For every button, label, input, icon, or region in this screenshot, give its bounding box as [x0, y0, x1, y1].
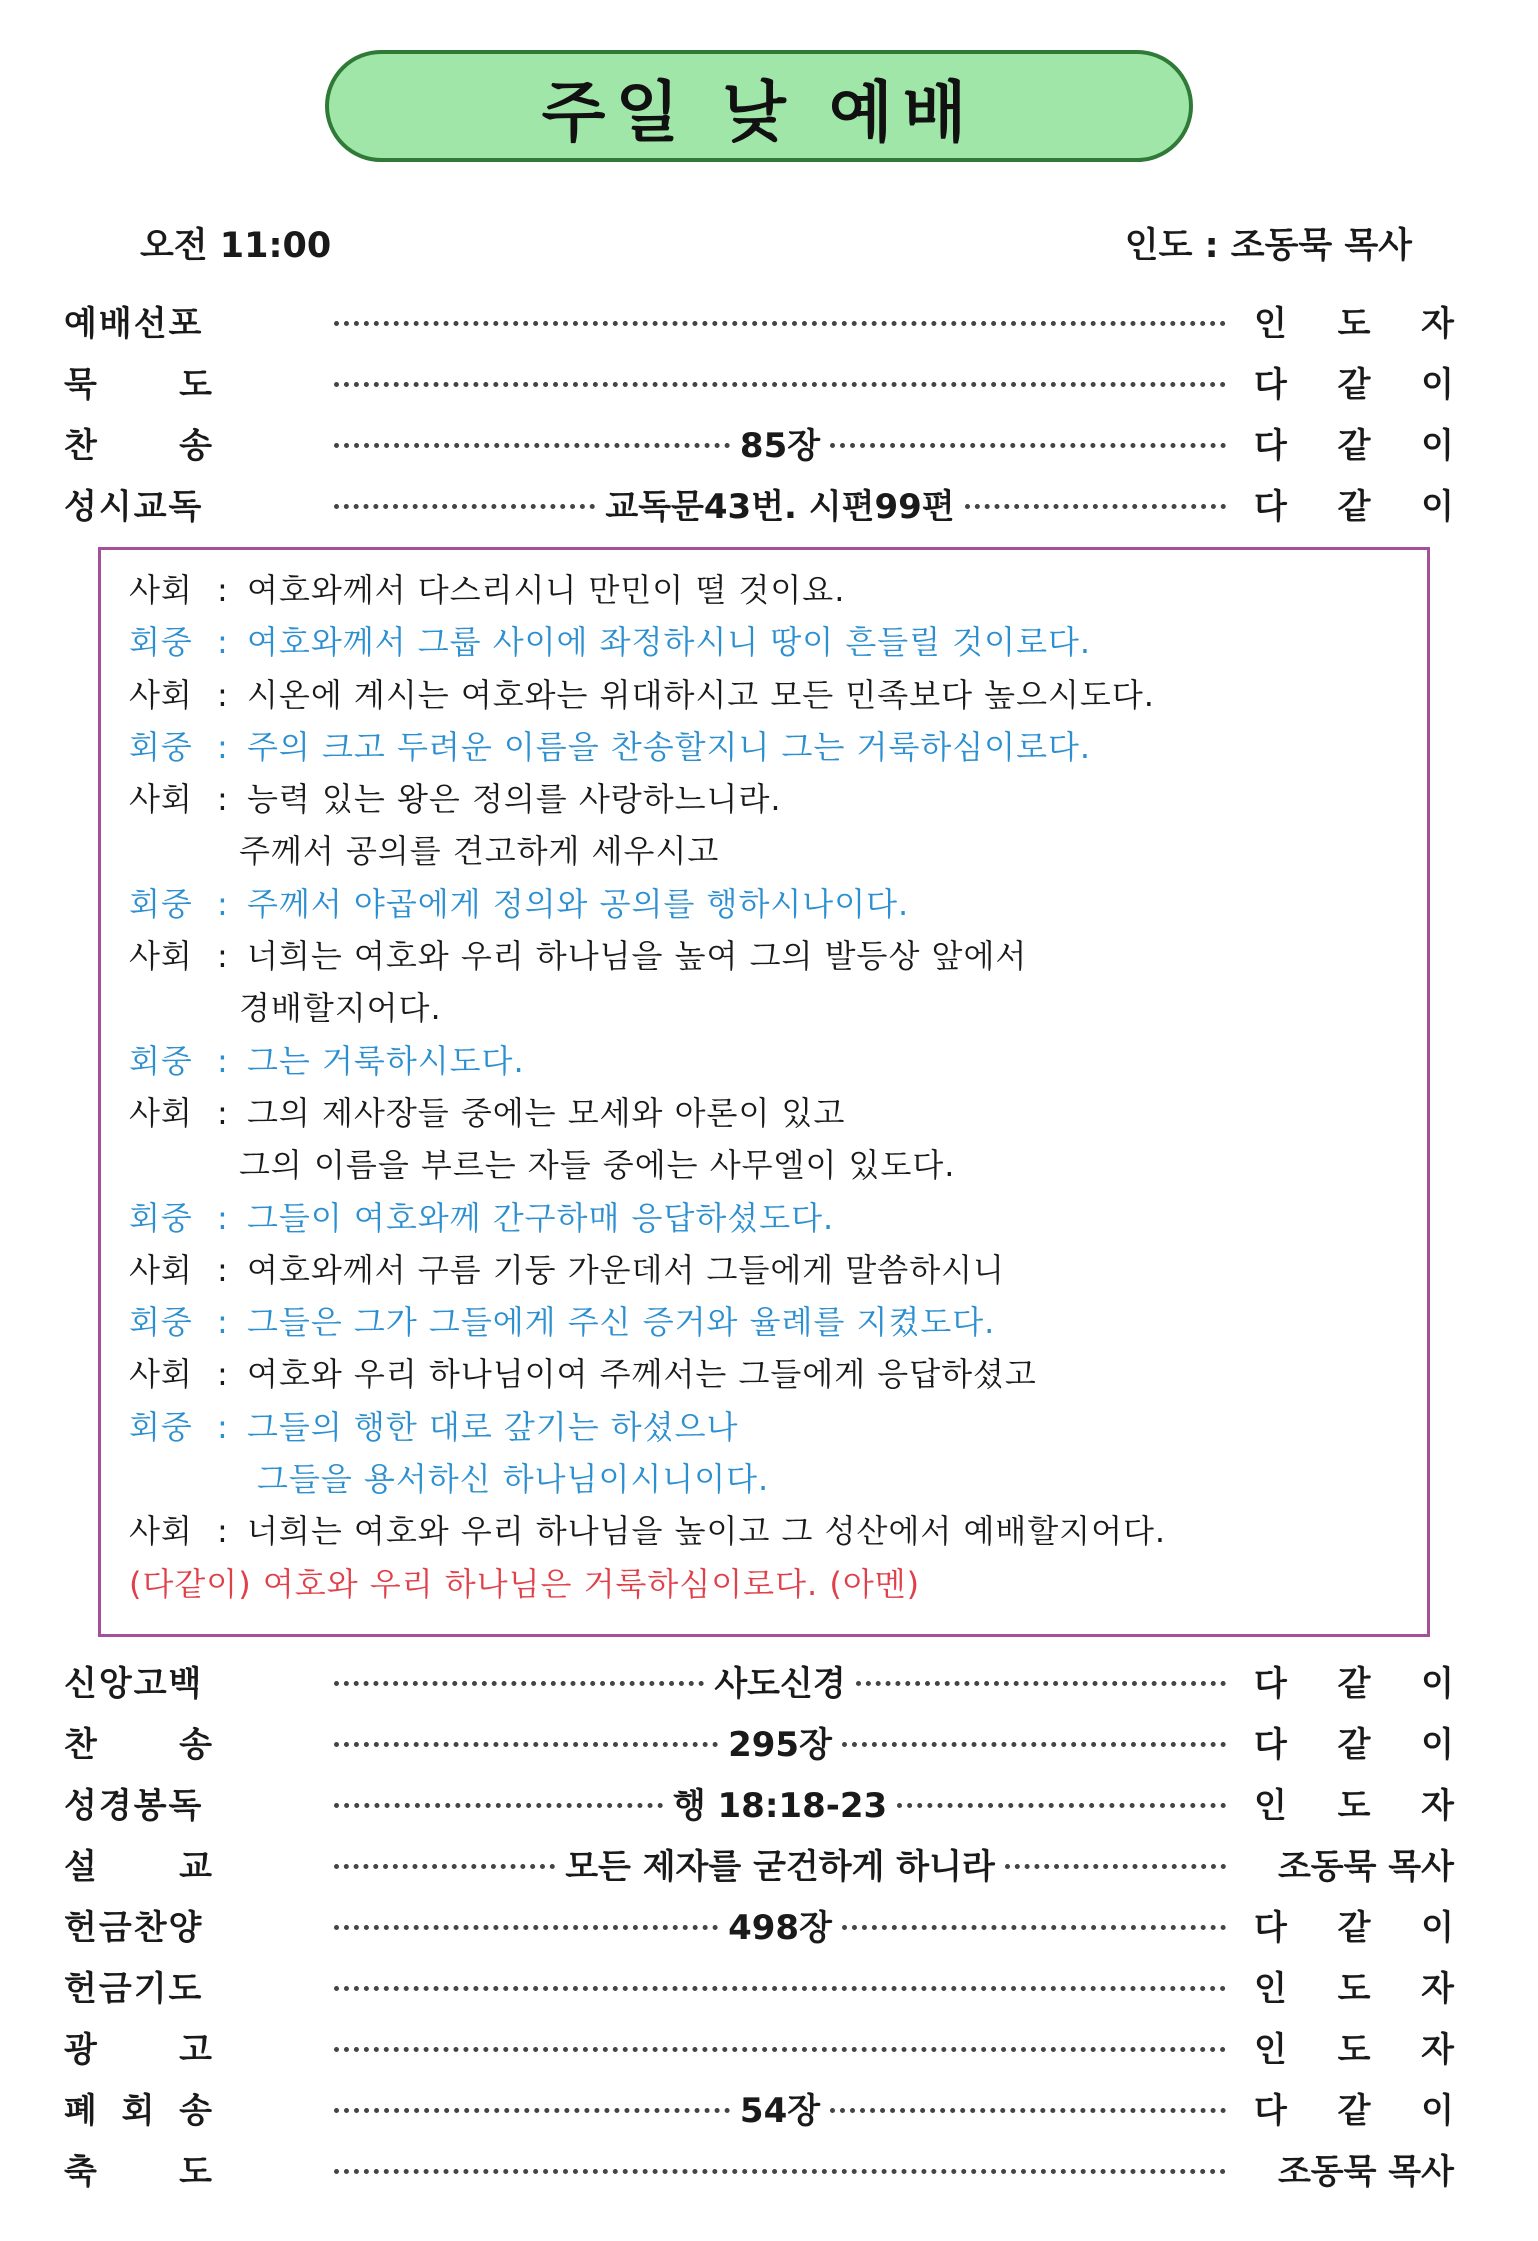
order-item-presenter-char: 다 — [1254, 2091, 1287, 2131]
order-item-presenter — [1254, 296, 1454, 345]
order-row — [64, 1894, 1454, 1955]
order-item-content — [334, 418, 1254, 467]
order-item-presenter-char: 도 — [1337, 1786, 1371, 1826]
order-item-content — [334, 1900, 1254, 1949]
reading-text: 능력 있는 왕은 정의를 사랑하느니라. — [247, 780, 782, 819]
order-item-presenter — [1254, 1656, 1454, 1705]
order-item-content — [334, 2163, 1254, 2174]
speaker-colon: : — [217, 1198, 229, 1237]
order-item-presenter: 조동묵 목사 — [1277, 1847, 1454, 1887]
order-of-worship-bottom — [64, 1650, 1454, 2199]
order-item-label-char: 설 — [64, 1847, 99, 1887]
order-item-presenter-char: 같 — [1337, 365, 1371, 405]
dot-leader — [334, 2047, 1226, 2052]
speaker-label: 회중 — [129, 1407, 193, 1446]
reading-text: 너희는 여호와 우리 하나님을 높여 그의 발등상 앞에서 — [247, 937, 1028, 976]
reading-text: 경배할지어다. — [239, 989, 442, 1028]
speaker-colon: : — [217, 1303, 229, 1342]
order-item-presenter-char: 이 — [1421, 2091, 1454, 2131]
speaker-colon: : — [217, 937, 229, 976]
order-item-label-char: 고 — [179, 2030, 214, 2070]
order-item-label — [64, 418, 214, 467]
reading-line-leader — [129, 669, 1427, 721]
order-item-content — [334, 1717, 1254, 1766]
order-item-content — [334, 2041, 1254, 2052]
reading-text: 그들은 그가 그들에게 주신 증거와 율례를 지켰도다. — [247, 1303, 996, 1342]
reading-text: 여호와께서 그룹 사이에 좌정하시니 땅이 흔들릴 것이로다. — [247, 623, 1092, 662]
order-item-presenter — [1254, 2022, 1454, 2071]
order-item-detail: 54장 — [739, 2091, 821, 2131]
order-item-presenter-char: 같 — [1337, 1908, 1371, 1948]
order-item-presenter-char: 인 — [1254, 2030, 1287, 2070]
reading-line-leader — [129, 930, 1427, 982]
reading-line-congregation — [129, 616, 1427, 668]
dot-leader — [334, 2108, 730, 2113]
order-item-presenter-char: 이 — [1421, 1725, 1454, 1765]
order-row — [64, 2138, 1454, 2199]
order-item-presenter-char: 인 — [1254, 1786, 1287, 1826]
order-item-label — [64, 2144, 214, 2193]
order-item-label-char: 송 — [179, 2091, 214, 2131]
reading-line-congregation — [129, 721, 1427, 773]
order-item-presenter-char: 도 — [1337, 2030, 1371, 2070]
order-item-presenter-char: 같 — [1337, 487, 1371, 527]
speaker-colon: : — [217, 675, 229, 714]
order-item-label-char: 도 — [179, 2152, 214, 2192]
dot-leader — [334, 1925, 718, 1930]
order-item-label-char: 송 — [179, 426, 214, 466]
speaker-label: 사회 — [129, 1355, 193, 1394]
title-pill — [325, 50, 1193, 162]
reading-text: 그는 거룩하시도다. — [247, 1041, 525, 1080]
order-item-presenter-char: 같 — [1337, 1664, 1371, 1704]
reading-line-congregation — [129, 878, 1427, 930]
order-item-presenter — [1254, 418, 1454, 467]
dot-leader — [334, 1803, 663, 1808]
order-item-presenter — [1254, 357, 1454, 406]
order-item-content — [334, 1778, 1254, 1827]
order-item-label — [64, 357, 214, 406]
order-row — [64, 351, 1454, 412]
order-item-presenter-char: 이 — [1421, 1908, 1454, 1948]
speaker-colon: : — [217, 623, 229, 662]
reading-line-congregation — [129, 1035, 1427, 1087]
reading-text: 주의 크고 두려운 이름을 찬송할지니 그는 거룩하심이로다. — [247, 727, 1092, 766]
dot-leader — [830, 2108, 1226, 2113]
order-item-presenter-char: 다 — [1254, 1725, 1287, 1765]
reading-text: 그들을 용서하신 하나님이시니이다. — [257, 1460, 770, 1499]
order-row — [64, 1772, 1454, 1833]
order-item-label-char: 회 — [121, 2091, 157, 2131]
dot-leader — [334, 1864, 555, 1869]
order-item-presenter — [1254, 2083, 1454, 2132]
speaker-label: 사회 — [129, 1250, 193, 1289]
dot-leader — [334, 382, 1226, 387]
responsive-reading-box — [98, 547, 1430, 1637]
order-item-presenter: 조동묵 목사 — [1277, 2152, 1454, 2192]
order-item-label: 성경봉독 — [64, 1786, 204, 1826]
order-item-label-char: 폐 — [64, 2091, 99, 2131]
dot-leader — [334, 1742, 718, 1747]
order-row — [64, 1650, 1454, 1711]
speaker-label: 사회 — [129, 780, 193, 819]
dot-leader — [842, 1925, 1226, 1930]
speaker-colon: : — [217, 1407, 229, 1446]
reading-line-leader-cont — [129, 825, 1427, 877]
speaker-label: 회중 — [129, 884, 193, 923]
order-item-detail: 85장 — [739, 426, 821, 466]
order-item-label — [64, 2083, 214, 2132]
order-row — [64, 290, 1454, 351]
order-item-presenter-char: 같 — [1337, 1725, 1371, 1765]
page-title: 주일 낮 예배 — [541, 73, 977, 151]
order-item-presenter — [1254, 1717, 1454, 1766]
order-item-presenter — [1254, 1900, 1454, 1949]
order-item-label-char: 묵 — [64, 365, 99, 405]
order-item-content — [334, 376, 1254, 387]
order-row — [64, 473, 1454, 534]
dot-leader — [830, 443, 1226, 448]
order-row — [64, 1833, 1454, 1894]
order-item-detail: 498장 — [728, 1908, 832, 1948]
reading-line-congregation — [129, 1192, 1427, 1244]
dot-leader — [334, 1681, 704, 1686]
order-item-label: 성시교독 — [64, 487, 204, 527]
order-item-content — [334, 315, 1254, 326]
order-item-presenter-char: 이 — [1421, 1664, 1454, 1704]
speaker-colon: : — [217, 884, 229, 923]
order-item-content — [334, 1980, 1254, 1991]
speaker-colon: : — [217, 1512, 229, 1551]
order-item-label-char: 송 — [179, 1725, 214, 1765]
reading-line-leader — [129, 1348, 1427, 1400]
speaker-colon: : — [217, 571, 229, 609]
order-item-detail: 295장 — [728, 1725, 832, 1765]
speaker-colon: : — [217, 780, 229, 819]
reading-text: 주께서 공의를 견고하게 세우시고 — [239, 832, 720, 871]
order-item-presenter-char: 다 — [1254, 1908, 1287, 1948]
dot-leader — [856, 1681, 1226, 1686]
speaker-colon: : — [217, 1093, 229, 1132]
order-item-presenter-char: 이 — [1421, 487, 1454, 527]
order-item-presenter-char: 인 — [1254, 1969, 1287, 2009]
order-item-presenter-char: 같 — [1337, 2091, 1371, 2131]
order-item-content — [334, 479, 1254, 528]
reading-text: 그들의 행한 대로 갚기는 하셨으나 — [247, 1407, 739, 1446]
reading-text: 그의 이름을 부르는 자들 중에는 사무엘이 있도다. — [239, 1146, 956, 1185]
speaker-label: 사회 — [129, 1093, 193, 1132]
order-item-presenter-char: 같 — [1337, 426, 1371, 466]
order-item-label-char: 도 — [179, 365, 214, 405]
speaker-label: 회중 — [129, 1303, 193, 1342]
order-of-worship-top — [64, 290, 1454, 534]
order-item-presenter-char: 자 — [1421, 1786, 1454, 1826]
speaker-label: 회중 — [129, 1198, 193, 1237]
order-item-content — [334, 1839, 1254, 1888]
dot-leader — [1005, 1864, 1226, 1869]
dot-leader — [897, 1803, 1226, 1808]
order-item-detail: 교독문43번. 시편99편 — [605, 487, 955, 527]
order-item-label — [64, 1839, 214, 1888]
reading-line-leader — [129, 1244, 1427, 1296]
order-item-presenter-char: 인 — [1254, 304, 1287, 344]
order-item-detail: 행 18:18-23 — [672, 1786, 888, 1826]
order-item-label: 헌금기도 — [64, 1969, 204, 2009]
order-item-presenter — [1254, 1961, 1454, 2010]
service-leader: 인도 : 조동묵 목사 — [1124, 226, 1412, 266]
dot-leader — [842, 1742, 1226, 1747]
reading-line-leader — [129, 1087, 1427, 1139]
order-row — [64, 1955, 1454, 2016]
order-item-presenter-char: 다 — [1254, 1664, 1287, 1704]
speaker-label: 사회 — [129, 937, 193, 976]
speaker-label: 회중 — [129, 727, 193, 766]
order-item-label — [64, 1717, 214, 1766]
reading-text: 시온에 계시는 여호와는 위대하시고 모든 민족보다 높으시도다. — [247, 675, 1155, 714]
reading-line-leader-cont — [129, 1139, 1427, 1191]
service-time: 오전 11:00 — [140, 226, 332, 266]
order-item-content — [334, 2083, 1254, 2132]
reading-line-all — [129, 1558, 1427, 1610]
dot-leader — [334, 321, 1226, 326]
order-row — [64, 1711, 1454, 1772]
reading-text: 여호와께서 구름 기둥 가운데서 그들에게 말씀하시니 — [247, 1250, 1005, 1289]
order-row — [64, 412, 1454, 473]
reading-text: 그의 제사장들 중에는 모세와 아론이 있고 — [247, 1093, 846, 1132]
reading-line-leader — [129, 773, 1427, 825]
speaker-label: 회중 — [129, 1041, 193, 1080]
title-banner — [325, 50, 1193, 162]
order-row — [64, 2016, 1454, 2077]
dot-leader — [334, 504, 595, 509]
order-item-presenter-char: 다 — [1254, 487, 1287, 527]
reading-text: 너희는 여호와 우리 하나님을 높이고 그 성산에서 예배할지어다. — [247, 1512, 1167, 1551]
order-item-label-char: 광 — [64, 2030, 99, 2070]
order-item-presenter-char: 다 — [1254, 365, 1287, 405]
order-item-label: 헌금찬양 — [64, 1908, 204, 1948]
reading-line-congregation — [129, 1296, 1427, 1348]
dot-leader — [965, 504, 1226, 509]
order-item-presenter — [1254, 1778, 1454, 1827]
reading-line-congregation — [129, 1401, 1427, 1453]
order-item-presenter-char: 다 — [1254, 426, 1287, 466]
order-item-presenter-char: 도 — [1337, 304, 1371, 344]
order-item-detail: 사도신경 — [714, 1664, 846, 1704]
order-item-label-char: 찬 — [64, 1725, 99, 1765]
reading-text: 그들이 여호와께 간구하매 응답하셨도다. — [247, 1198, 835, 1237]
reading-text: 주께서 야곱에게 정의와 공의를 행하시나이다. — [247, 884, 910, 923]
order-item-content — [334, 1656, 1254, 1705]
speaker-label: 사회 — [129, 1512, 193, 1551]
speaker-label: 회중 — [129, 623, 193, 662]
order-row — [64, 2077, 1454, 2138]
reading-text: 여호와께서 다스리시니 만민이 떨 것이요. — [247, 571, 846, 609]
dot-leader — [334, 443, 730, 448]
order-item-label — [64, 2022, 214, 2071]
order-item-label-char: 교 — [179, 1847, 214, 1887]
reading-text: 여호와 우리 하나님이여 주께서는 그들에게 응답하셨고 — [247, 1355, 1037, 1394]
order-item-presenter-char: 자 — [1421, 1969, 1454, 2009]
reading-line-leader — [129, 1505, 1427, 1557]
order-item-presenter-char: 이 — [1421, 365, 1454, 405]
order-item-presenter-char: 도 — [1337, 1969, 1371, 2009]
order-item-presenter-char: 자 — [1421, 2030, 1454, 2070]
speaker-colon: : — [217, 1250, 229, 1289]
speaker-colon: : — [217, 1355, 229, 1394]
speaker-label: 사회 — [129, 675, 193, 714]
order-item-label-char: 축 — [64, 2152, 99, 2192]
speaker-label: 사회 — [129, 571, 193, 609]
dot-leader — [334, 1986, 1226, 1991]
dot-leader — [334, 2169, 1226, 2174]
order-item-presenter-char: 자 — [1421, 304, 1454, 344]
order-item-presenter — [1254, 479, 1454, 528]
order-item-label: 신앙고백 — [64, 1664, 204, 1704]
order-item-presenter-char: 이 — [1421, 426, 1454, 466]
reading-text: (다같이) 여호와 우리 하나님은 거룩하심이로다. (아멘) — [129, 1564, 921, 1603]
order-item-detail: 모든 제자를 굳건하게 하니라 — [565, 1847, 995, 1887]
order-item-label-char: 찬 — [64, 426, 99, 466]
reading-line-congregation-cont — [129, 1453, 1427, 1505]
reading-line-leader-cont — [129, 982, 1427, 1034]
speaker-colon: : — [217, 727, 229, 766]
order-item-label: 예배선포 — [64, 304, 204, 344]
reading-line-leader — [129, 564, 1427, 616]
speaker-colon: : — [217, 1041, 229, 1080]
